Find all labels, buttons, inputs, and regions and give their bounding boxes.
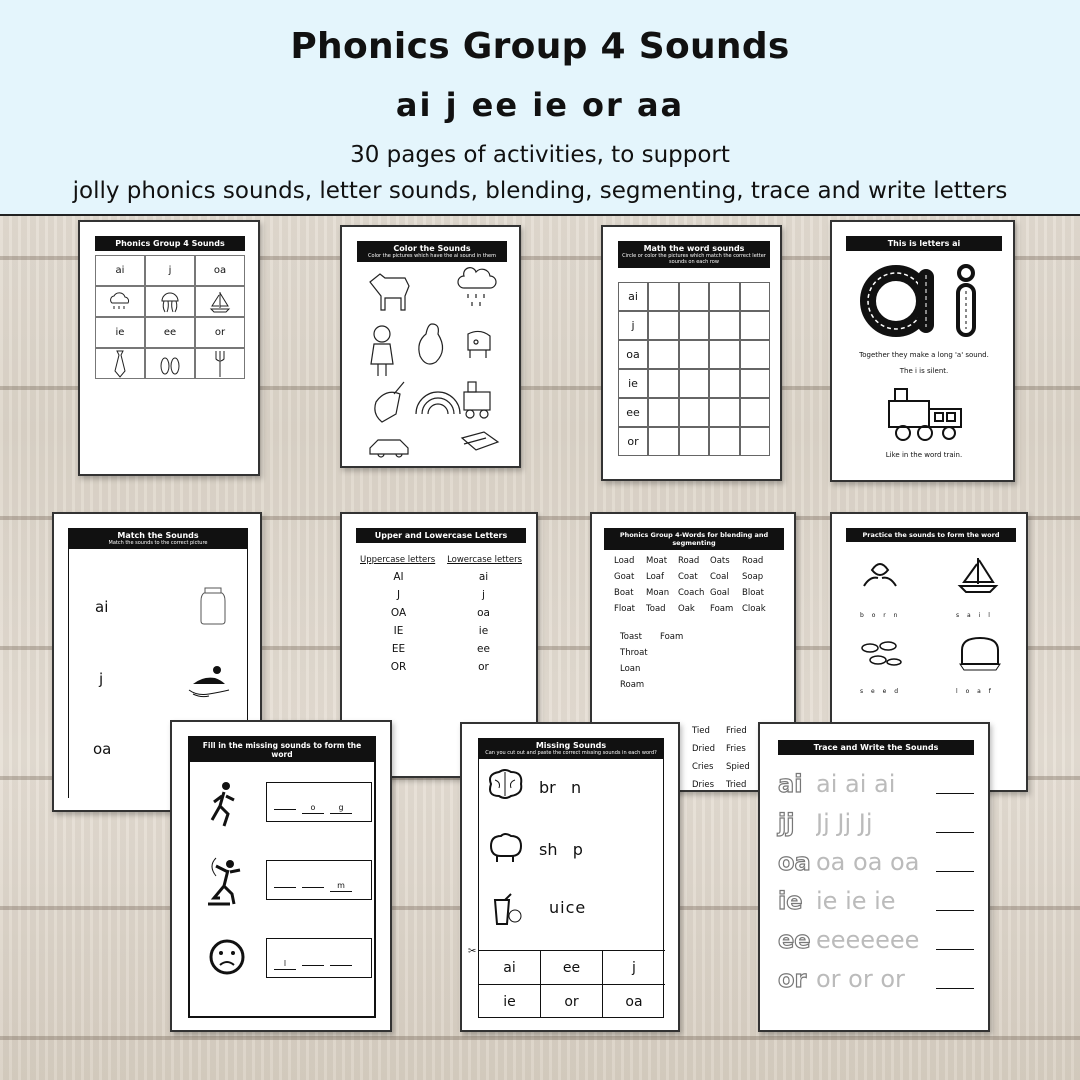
page-title: This is letters ai xyxy=(846,236,1002,251)
sailboat-icon xyxy=(956,556,1000,596)
trace-letters: ai ai ai xyxy=(816,770,896,798)
write-line[interactable] xyxy=(936,793,974,794)
word: Coat xyxy=(678,572,698,582)
trace-letters: eeeeeee xyxy=(816,926,920,954)
missing-word: br n xyxy=(539,778,582,797)
word-dots: s a i l xyxy=(956,612,993,619)
hands-icon xyxy=(860,556,900,596)
bread-icon xyxy=(956,632,1004,672)
page-title: Practice the sounds to form the word xyxy=(846,528,1016,542)
word: Toast xyxy=(620,632,642,642)
word-group-3 xyxy=(692,722,756,794)
sounds-grid xyxy=(95,255,245,379)
word: Soap xyxy=(742,572,764,582)
picture-cell xyxy=(679,427,710,456)
juice-icon xyxy=(487,892,523,926)
word: Roam xyxy=(620,680,645,690)
word: Bloat xyxy=(742,588,764,598)
trace-row xyxy=(778,798,974,837)
blank[interactable] xyxy=(302,877,324,888)
uppercase-letter: IE xyxy=(393,625,404,637)
write-line[interactable] xyxy=(936,871,974,872)
word: Goat xyxy=(614,572,635,582)
lowercase-letter: or xyxy=(478,661,489,673)
word: Dries xyxy=(692,780,715,790)
feet-icon xyxy=(145,348,195,379)
trace-row xyxy=(778,915,974,954)
blank[interactable] xyxy=(274,877,296,888)
preview-page-sounds-grid xyxy=(78,220,260,476)
grid-cell: or xyxy=(195,317,245,348)
sad-face-icon xyxy=(208,938,246,976)
grid-cell: ee xyxy=(145,317,195,348)
write-line[interactable] xyxy=(936,988,974,989)
cut-out-strip xyxy=(479,950,665,1018)
picture-cell xyxy=(709,340,740,369)
lowercase-header: Lowercase letters xyxy=(447,555,522,565)
write-line[interactable] xyxy=(936,949,974,950)
cut-out-sound[interactable]: ee xyxy=(541,951,603,985)
cut-out-sound[interactable]: oa xyxy=(625,993,643,1010)
cut-out-sound[interactable]: ie xyxy=(479,985,541,1018)
bold-sound: oa xyxy=(778,848,811,876)
brain-icon xyxy=(485,768,525,800)
preview-page-trace-write xyxy=(758,722,990,1032)
write-line[interactable] xyxy=(936,910,974,911)
trace-row xyxy=(778,876,974,915)
preview-page-color-sounds xyxy=(340,225,521,468)
row-sound: ie xyxy=(618,369,648,398)
blank[interactable]: l xyxy=(274,959,296,970)
trace-letters: or or or xyxy=(816,965,905,993)
cloud-rain-icon xyxy=(95,286,145,317)
uppercase-letter: EE xyxy=(391,643,406,655)
grid-cell: oa xyxy=(195,255,245,286)
picture-cell xyxy=(709,398,740,427)
preview-page-missing-sounds xyxy=(460,722,680,1032)
picture-cell xyxy=(648,282,679,311)
explanation-line: Together they make a long 'a' sound. xyxy=(859,351,989,359)
match-sound: oa xyxy=(93,740,112,758)
picture-cell xyxy=(740,282,771,311)
word-dots: l o a f xyxy=(956,688,994,695)
preview-page-letters-ai xyxy=(830,220,1015,482)
picture-cell xyxy=(709,369,740,398)
word: Dried xyxy=(692,744,716,754)
picture-cell xyxy=(679,398,710,427)
bold-sound: ie xyxy=(778,887,803,915)
picture-cell xyxy=(740,340,771,369)
word-grid xyxy=(604,550,784,620)
blank[interactable] xyxy=(330,955,352,966)
jellyfish-icon xyxy=(145,286,195,317)
sailboat-icon xyxy=(195,286,245,317)
picture-cell xyxy=(740,369,771,398)
word: Float xyxy=(614,604,635,614)
picture-cell xyxy=(648,427,679,456)
uppercase-header: Uppercase letters xyxy=(360,555,436,565)
trace-row xyxy=(778,954,974,993)
row-sound: ai xyxy=(618,282,648,311)
page-title: Fill in the missing sounds to form the word xyxy=(190,738,374,762)
picture-cell xyxy=(648,340,679,369)
word: Foam xyxy=(710,604,734,614)
missing-word: sh p xyxy=(539,840,583,859)
row-sound: ee xyxy=(618,398,648,427)
lowercase-letter: oa xyxy=(477,607,490,619)
word: Road xyxy=(742,556,764,566)
banner xyxy=(0,0,1080,216)
word-group-2 xyxy=(604,620,784,690)
page-title: Phonics Group 4-Words for blending and segmenting xyxy=(604,528,784,550)
lowercase-letter: ee xyxy=(477,643,490,655)
row-sound: j xyxy=(618,311,648,340)
word: Boat xyxy=(614,588,634,598)
grid-cell: ie xyxy=(95,317,145,348)
word: Load xyxy=(614,556,635,566)
cut-out-sound[interactable]: ai xyxy=(479,951,541,985)
jar-icon xyxy=(199,586,227,626)
word: Road xyxy=(678,556,700,566)
answer-box[interactable] xyxy=(266,860,372,900)
cut-out-sound[interactable]: or xyxy=(541,985,603,1018)
match-sound: ai xyxy=(95,598,109,616)
trace-row xyxy=(778,759,974,798)
preview-page-fill-missing xyxy=(170,720,392,1032)
banner-line-2: jolly phonics sounds, letter sounds, blending, segmenting, trace and write letters xyxy=(72,178,1008,204)
picture-cell xyxy=(648,311,679,340)
grid-cell: ai xyxy=(95,255,145,286)
banner-title: Phonics Group 4 Sounds xyxy=(290,26,790,67)
preview-page-math-word-sounds xyxy=(601,225,782,481)
blank[interactable] xyxy=(302,955,324,966)
picture-cell xyxy=(648,398,679,427)
word: Throat xyxy=(620,648,648,658)
banner-sounds: ai j ee ie or aa xyxy=(395,86,685,124)
word: Moan xyxy=(646,588,670,598)
column-headers xyxy=(356,555,526,565)
sheep-icon xyxy=(485,830,525,864)
word: Moat xyxy=(646,556,668,566)
scissors-icon: ✂ xyxy=(468,946,477,957)
word: Tried xyxy=(726,780,747,790)
bold-sound: ee xyxy=(778,926,811,954)
uppercase-letter: AI xyxy=(393,571,404,583)
picture-cell xyxy=(679,311,710,340)
word: Toad xyxy=(646,604,666,614)
trace-letters: oa oa oa xyxy=(816,848,920,876)
bold-sound: or xyxy=(778,965,807,993)
picture-cell xyxy=(709,427,740,456)
trace-letters: Jj Jj Jj xyxy=(816,809,873,837)
row-sound: oa xyxy=(618,340,648,369)
picture-cell xyxy=(709,282,740,311)
page-title: Color the Sounds Color the pictures which have the ai sound in them xyxy=(357,241,507,262)
write-line[interactable] xyxy=(936,832,974,833)
trace-rows xyxy=(778,759,974,993)
ai-letter-trace-icon xyxy=(846,251,1002,347)
page-title: Missing Sounds Can you cut out and paste the correct missing sounds in each word? xyxy=(479,738,663,759)
archer-icon xyxy=(204,856,246,906)
bold-sound: ai xyxy=(778,770,803,798)
word: Oak xyxy=(678,604,695,614)
picture-cell xyxy=(740,311,771,340)
page-title: Phonics Group 4 Sounds xyxy=(95,236,245,251)
page-title: Trace and Write the Sounds xyxy=(778,740,974,755)
word: Fries xyxy=(726,744,746,754)
tie-icon xyxy=(95,348,145,379)
lowercase-letter: ie xyxy=(478,625,489,637)
page-title: Math the word sounds Circle or color the pictures which match the correct letter sounds on each row xyxy=(618,241,770,268)
word: Spied xyxy=(726,762,750,772)
picture-cell xyxy=(740,427,771,456)
letter-list xyxy=(356,571,526,673)
sound-picture-table xyxy=(618,282,770,456)
jogger-icon xyxy=(206,780,242,830)
word: Loan xyxy=(620,664,641,674)
bold-sound: jj xyxy=(778,809,795,837)
trace-letters: ie ie ie xyxy=(816,887,896,915)
seeds-icon xyxy=(860,638,904,672)
page-title: Upper and Lowercase Letters xyxy=(356,528,526,543)
word-dots: b o r n xyxy=(860,612,901,619)
picture-cell xyxy=(709,311,740,340)
word: Cloak xyxy=(742,604,766,614)
word: Coal xyxy=(710,572,729,582)
explanation-line: Like in the word train. xyxy=(885,451,963,459)
page-title: Match the Sounds Match the sounds to the correct picture xyxy=(69,528,247,549)
picture-cell xyxy=(679,340,710,369)
banner-line-1: 30 pages of activities, to support xyxy=(350,142,730,168)
train-icon xyxy=(881,383,967,443)
missing-word: uice xyxy=(549,898,587,917)
word: Fried xyxy=(726,726,747,736)
answer-box[interactable] xyxy=(266,782,372,822)
swimmer-icon xyxy=(187,664,231,698)
picture-cell xyxy=(679,369,710,398)
uppercase-letter: OR xyxy=(390,661,407,673)
uppercase-letter: J xyxy=(396,589,401,601)
cut-out-sound[interactable]: j xyxy=(603,951,665,985)
picture-cell xyxy=(740,398,771,427)
word: Cries xyxy=(692,762,714,772)
lowercase-letter: j xyxy=(482,589,485,601)
answer-box[interactable] xyxy=(266,938,372,978)
blank[interactable]: o xyxy=(302,803,324,814)
word-dots: s e e d xyxy=(860,688,902,695)
grid-cell: j xyxy=(145,255,195,286)
picture-cell xyxy=(648,369,679,398)
explanation-line: The i is silent. xyxy=(899,367,949,375)
blank[interactable]: g xyxy=(330,803,352,814)
word: Foam xyxy=(660,632,684,642)
row-sound: or xyxy=(618,427,648,456)
word: Tied xyxy=(692,726,710,736)
word: Loaf xyxy=(646,572,664,582)
match-sound: j xyxy=(99,670,104,688)
word: Oats xyxy=(710,556,730,566)
uppercase-letter: OA xyxy=(390,607,407,619)
blank[interactable]: m xyxy=(330,881,352,892)
word: Goal xyxy=(710,588,730,598)
blank[interactable] xyxy=(274,799,296,810)
trace-row xyxy=(778,837,974,876)
fork-icon xyxy=(195,348,245,379)
lowercase-letter: ai xyxy=(478,571,489,583)
picture-collage-icon xyxy=(360,262,506,462)
picture-cell xyxy=(679,282,710,311)
word: Coach xyxy=(678,588,705,598)
